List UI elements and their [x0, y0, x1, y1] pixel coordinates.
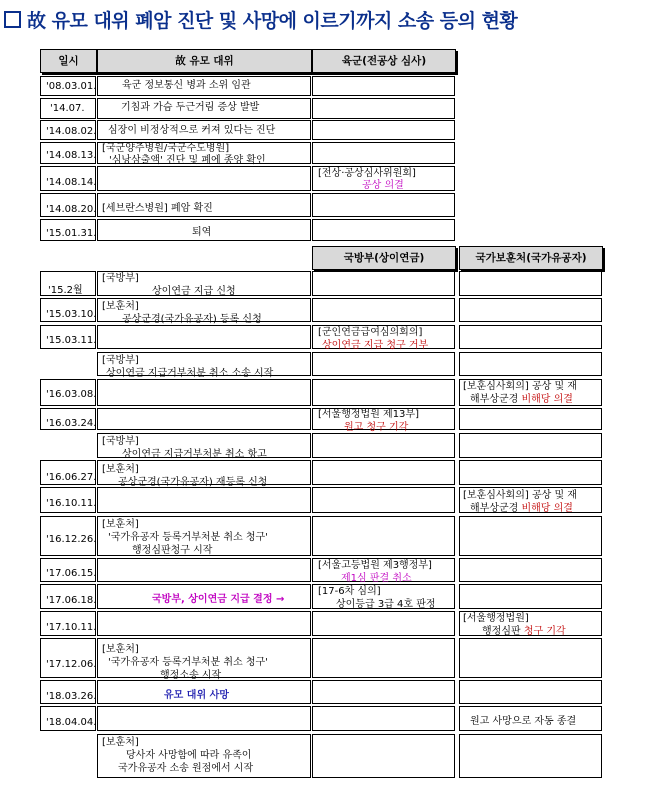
- row-date: '16.03.24.: [46, 418, 97, 429]
- mnd-result: 상이등급 3급 4호 판정: [336, 599, 436, 610]
- mnd-cell: [312, 433, 455, 458]
- row-event: [국방부]: [102, 355, 139, 366]
- row-date: '16.10.11.: [46, 498, 97, 509]
- row-event: 상이연금 지급거부처분 취소 항고: [122, 449, 267, 460]
- row-event: 국방부, 상이연금 지급 결정 →: [152, 594, 285, 605]
- mnd-cell: [312, 298, 455, 322]
- row-event: 행정심판청구 시작: [132, 545, 213, 556]
- mnd-result: 원고 청구 기각: [344, 422, 409, 433]
- mnd-cell: [312, 706, 455, 731]
- date-cell: [40, 638, 96, 678]
- row-date: '15.03.11.: [46, 335, 97, 346]
- row-event: '심낭삼출액' 진단 및 폐에 종양 확인: [109, 155, 266, 166]
- title-text: 故 유모 대위 폐암 진단 및 사망에 이르기까지 소송 등의 현황: [27, 10, 518, 32]
- mpva-cell: [459, 352, 602, 376]
- army-cell: [312, 76, 455, 96]
- mnd-cell: [312, 487, 455, 513]
- mpva-cell: [459, 516, 602, 556]
- mnd-cell: [312, 352, 455, 376]
- row-event: [보훈처]: [102, 464, 139, 475]
- mnd-result: 제1심 판결 취소: [341, 573, 412, 584]
- mpva-cell: [459, 680, 602, 704]
- row-date: '14.08.20.: [46, 204, 97, 215]
- row-date: '18.04.04.: [46, 717, 97, 728]
- army-result: [전상·공상심사위원회]: [318, 168, 416, 179]
- row-event: [국군양주병원/국군수도병원]: [102, 143, 230, 154]
- header-event: 故 유모 대위: [97, 49, 312, 73]
- mpva-cell: [459, 298, 602, 322]
- mnd-cell: [312, 271, 455, 296]
- row-event: '국가유공자 등록거부처분 취소 청구': [108, 657, 268, 668]
- row-event: [보훈처]: [102, 737, 139, 748]
- row-date: '15.01.31.: [46, 228, 97, 239]
- mpva-result: 원고 사망으로 자동 종결: [470, 716, 577, 727]
- mnd-cell: [312, 734, 455, 778]
- row-date: '18.03.26.: [46, 691, 97, 702]
- row-date: '16.06.27.: [46, 472, 97, 483]
- mnd-cell: [312, 516, 455, 556]
- row-event: 육군 정보통신 병과 소위 임관: [122, 80, 251, 91]
- header-army: 육군(전공상 심사): [312, 49, 456, 73]
- event-cell: [97, 558, 311, 582]
- army-cell: [312, 120, 455, 140]
- mnd-cell: [312, 638, 455, 678]
- row-date: '14.07.: [50, 103, 85, 114]
- row-date: '14.08.02.: [46, 126, 97, 137]
- army-cell: [312, 142, 455, 164]
- mnd-result: [17-6차 심의]: [318, 586, 381, 597]
- mpva-result-red: 청구 기각: [523, 626, 566, 637]
- row-date: '17.10.11.: [46, 622, 97, 633]
- mnd-cell: [312, 611, 455, 636]
- mpva-result: [470, 503, 573, 516]
- mpva-cell: [459, 325, 602, 349]
- row-date: '16.03.08.: [46, 389, 97, 400]
- row-event: 유모 대위 사망: [164, 690, 229, 701]
- army-cell: [312, 193, 455, 217]
- mnd-result: [군인연금급여심의회의]: [318, 327, 423, 338]
- mpva-cell: [459, 433, 602, 458]
- event-cell: [97, 611, 311, 636]
- row-event: 당사자 사망함에 따라 유족이: [126, 750, 252, 761]
- mpva-result: [보훈심사회의] 공상 및 재: [463, 381, 577, 392]
- row-event: 퇴역: [192, 227, 212, 238]
- row-event: [보훈처]: [102, 644, 139, 655]
- mnd-cell: [312, 379, 455, 406]
- row-event: 상이연금 지급거부처분 취소 소송 시작: [106, 368, 274, 379]
- row-event: [세브란스병원] 폐암 확진: [102, 203, 213, 214]
- mnd-result: [서울행정법원 제13부]: [318, 409, 419, 420]
- mpva-cell: [459, 584, 602, 609]
- event-cell: [97, 408, 311, 430]
- row-event: [보훈처]: [102, 301, 139, 312]
- page-title: [4, 6, 644, 36]
- row-event: 상이연금 지급 신청: [152, 286, 236, 297]
- row-event: 행정소송 시작: [160, 670, 222, 681]
- mnd-result: [서울고등법원 제3행정부]: [318, 560, 432, 571]
- event-cell: [97, 487, 311, 513]
- row-event: 심장이 비정상적으로 커져 있다는 진단: [108, 125, 276, 136]
- mpva-result-red: 비해당 의결: [521, 394, 573, 405]
- row-event: '국가유공자 등록거부처분 취소 청구': [108, 532, 268, 543]
- mpva-result: [서울행정법원]: [463, 613, 529, 624]
- event-cell: [97, 706, 311, 731]
- mpva-cell: [459, 408, 602, 430]
- row-event: [국방부]: [102, 273, 139, 284]
- mpva-cell: [459, 558, 602, 582]
- row-date: '17.12.06.: [46, 659, 97, 670]
- army-result: 공상 의결: [362, 180, 404, 191]
- row-date: '14.08.14.: [46, 177, 97, 188]
- mpva-cell: [459, 460, 602, 485]
- mpva-cell: [459, 271, 602, 296]
- mpva-result-red: 비해당 의결: [521, 503, 573, 514]
- row-date: '17.06.15.: [46, 568, 97, 579]
- row-date: '16.12.26.: [46, 534, 97, 545]
- mnd-result: 상이연금 지급 청구 거부: [322, 340, 429, 351]
- mpva-result: [482, 626, 566, 639]
- army-cell: [312, 98, 455, 119]
- mpva-result: [보훈심사회의] 공상 및 재: [463, 490, 577, 501]
- checkbox-bullet-icon: [4, 11, 21, 28]
- row-date: '14.08.13.: [46, 150, 97, 161]
- row-date: '08.03.01.: [46, 81, 97, 92]
- row-event: 공상군경(국가유공자) 등록 신청: [122, 314, 262, 325]
- row-event: 기침과 가슴 두근거림 증상 발발: [121, 102, 260, 113]
- row-date: '17.06.18.: [46, 595, 97, 606]
- mnd-cell: [312, 460, 455, 485]
- event-cell: [97, 325, 311, 349]
- mpva-result-text: 해부상군경: [470, 394, 522, 405]
- mpva-result-text: 해부상군경: [470, 503, 522, 514]
- row-event: [보훈처]: [102, 519, 139, 530]
- mpva-cell: [459, 734, 602, 778]
- event-cell: [97, 166, 311, 191]
- mpva-result: [470, 394, 573, 407]
- row-event: [국방부]: [102, 436, 139, 447]
- row-event: 국가유공자 소송 원점에서 시작: [118, 763, 254, 774]
- header-date: 일시: [40, 49, 97, 73]
- mpva-result-text: 행정심판: [482, 626, 524, 637]
- row-date: '15.2월: [48, 285, 83, 296]
- army-cell: [312, 219, 455, 241]
- header-mpva: 국가보훈처(국가유공자): [459, 246, 603, 270]
- mpva-cell: [459, 638, 602, 678]
- row-event: 공상군경(국가유공자) 재등록 신청: [118, 477, 268, 488]
- header-mnd: 국방부(상이연금): [312, 246, 456, 270]
- event-cell: [97, 379, 311, 406]
- row-date: '15.03.10.: [46, 309, 97, 320]
- mnd-cell: [312, 680, 455, 704]
